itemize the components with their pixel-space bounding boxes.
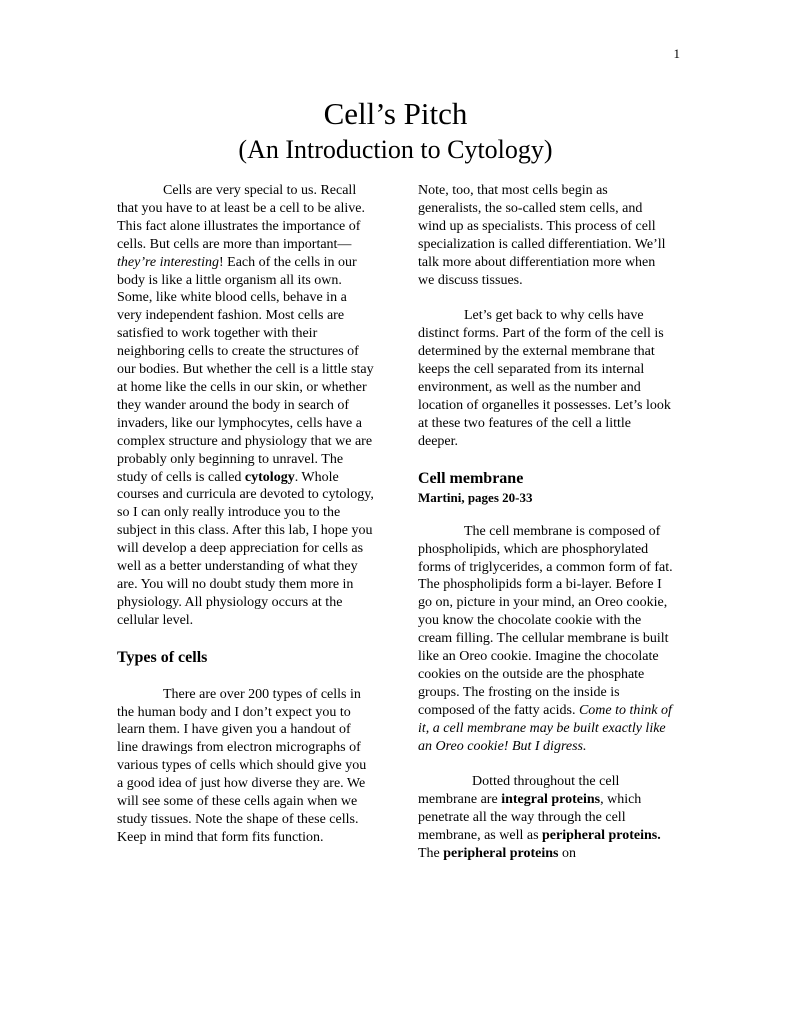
bold-term: cytology — [244, 469, 295, 485]
text-run: on — [558, 846, 577, 862]
section-heading-cell-membrane: Cell membrane — [418, 469, 524, 487]
page-number: 1 — [673, 46, 680, 61]
text-run: ! Each of the cells in our body is like a little organism all its own. Some, like white blood cells, behave in a very independent fashion. Most cells are satisfied to work together with their neighboring cells to create the structures of our bodies. But whether the cell is a little stay at home like the cells in our skin, or whether they wander around the body in search of invaders, like our lymphocytes, cells have a complex structure and physiology that we are probably only beginning to unravel. The study of cells is called — [117, 254, 374, 485]
stem-cells-paragraph: Note, too, that most cells begin as generalists, the so-called stem cells, and wind up as specialists. This process of cell specialization is called differentiation. We’ll talk more about differentiation more when we discuss tissues. — [418, 183, 666, 288]
text-run: . Whole courses and curricula are devoted to cytology, so I can only really introduce you to the subject in this class. After this lab, I hope you will develop a deep appreciation for cells as well as a better understanding of what they are. You will no doubt study them more in physiology. All physiology occurs at the cellular level. — [117, 469, 374, 628]
left-column — [117, 182, 375, 847]
right-column — [418, 182, 673, 863]
intro-paragraph — [117, 182, 375, 630]
proteins-paragraph — [418, 773, 673, 863]
types-paragraph: There are over 200 types of cells in the human body and I don’t expect you to learn them. I have given you a handout of line drawings from electron micrographs of various types of cells which should give you a good idea of just how diverse they are. We will see some of these cells again when we study tissues. Note the shape of these cells. Keep in mind that form fits function. — [117, 686, 367, 845]
bold-term: peripheral proteins. — [542, 828, 661, 844]
membrane-paragraph — [418, 523, 673, 756]
page-title: Cell’s Pitch — [323, 96, 468, 131]
bold-term: integral proteins — [501, 792, 601, 808]
text-run: , which penetrate all the way through the cell membrane, as well as — [418, 792, 642, 844]
bold-term: peripheral proteins — [443, 846, 559, 862]
text-run: Dotted throughout the cell membrane are — [418, 774, 620, 808]
page-subtitle: (An Introduction to Cytology) — [238, 135, 553, 164]
section-heading-types-of-cells: Types of cells — [117, 648, 208, 666]
forms-paragraph: Let’s get back to why cells have distinct forms. Part of the form of the cell is determined by the external membrane that keeps the cell separated from its internal environment, as well as the number and location of organelles it possesses. Let’s look at these two features of the cell a little deeper. — [418, 308, 671, 449]
text-run: Cells are very special to us. Recall that you have to at least be a cell to be alive. This fact alone illustrates the importance of cells. But cells are more than important— — [117, 183, 366, 252]
text-run: The — [418, 846, 444, 862]
section-reference: Martini, pages 20-33 — [418, 489, 533, 505]
text-run: The cell membrane is composed of phospholipids, which are phosphorylated forms of triglycerides, a common form of fat. The phospholipids form a bi-layer. Before I go on, picture in your mind, an Oreo cookie, you know the chocolate cookie with the cream filling. The cellular membrane is built like an Oreo cookie. Imagine the chocolate cookies on the outside are the phosphate groups. The frosting on the inside is composed of the fatty acids. — [418, 523, 673, 718]
italic-run: they’re interesting — [117, 254, 219, 270]
italic-run: Come to think of it, a cell membrane may be built exactly like an Oreo cookie! But I digress. — [418, 702, 672, 754]
